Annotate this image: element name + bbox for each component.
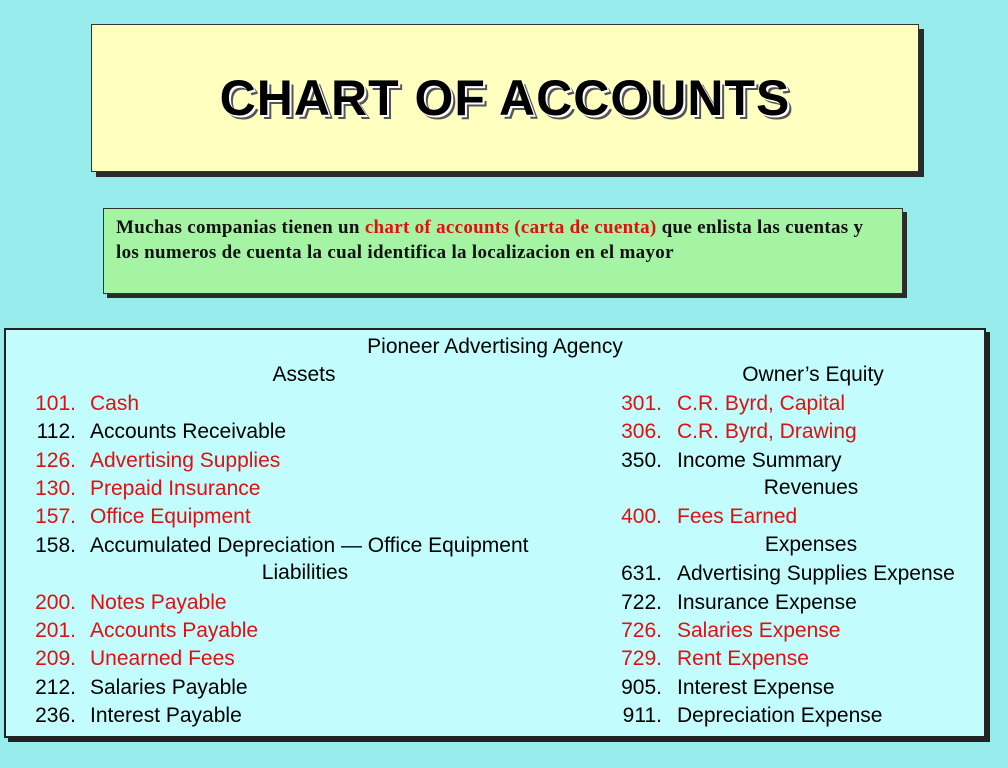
page-title: CHART OF ACCOUNTS xyxy=(219,70,791,126)
liabilities-heading: Liabilities xyxy=(261,561,349,584)
account-row xyxy=(6,702,982,730)
owners-equity-heading: Owner’s Equity xyxy=(742,363,884,386)
account-row xyxy=(6,447,982,475)
account-name: Advertising Supplies xyxy=(90,448,281,472)
account-number: 911. xyxy=(622,704,662,728)
expenses-heading: Expenses xyxy=(764,533,858,556)
account-number: 350. xyxy=(621,448,662,472)
account-number: 236. xyxy=(35,704,76,728)
revenues-heading: Revenues xyxy=(763,476,859,499)
account-name: Depreciation Expense xyxy=(677,704,883,728)
account-name: Salaries Expense xyxy=(677,619,841,642)
account-number: 722. xyxy=(621,590,662,614)
account-name: C.R. Byrd, Drawing xyxy=(677,420,857,444)
account-number: 729. xyxy=(621,647,662,671)
account-number: 726. xyxy=(621,619,662,642)
account-name: Income Summary xyxy=(677,448,842,472)
note-highlight: chart of accounts (carta de cuenta) xyxy=(364,217,657,238)
account-number: 631. xyxy=(621,562,662,586)
account-row xyxy=(6,589,982,617)
account-name: Accumulated Depreciation — Office Equipment xyxy=(90,533,529,557)
account-name: C.R. Byrd, Capital xyxy=(677,391,846,415)
account-number: 200. xyxy=(35,590,76,614)
account-name: Unearned Fees xyxy=(90,647,235,671)
account-number: 157. xyxy=(35,505,76,529)
account-name: Rent Expense xyxy=(677,647,809,671)
account-row xyxy=(6,503,982,531)
account-row xyxy=(6,645,982,673)
account-number: 201. xyxy=(35,619,76,642)
note-text-end: que enlista las cuentas y los numeros de cuenta la cual identifica la localizacion en el mayor xyxy=(116,217,864,263)
account-number: 101. xyxy=(35,391,76,415)
account-name: Notes Payable xyxy=(90,590,227,614)
account-number: 112. xyxy=(36,420,76,444)
account-row xyxy=(6,418,982,446)
account-name: Cash xyxy=(90,391,140,415)
account-row xyxy=(6,390,982,418)
company-name: Pioneer Advertising Agency xyxy=(367,335,623,358)
account-name: Interest Expense xyxy=(677,675,835,699)
account-row xyxy=(6,532,982,560)
account-number: 209. xyxy=(35,647,76,671)
account-name: Salaries Payable xyxy=(90,675,248,699)
account-name: Advertising Supplies Expense xyxy=(677,562,955,586)
account-name: Accounts Payable xyxy=(90,619,259,642)
account-number: 126. xyxy=(35,448,76,472)
title-banner xyxy=(91,24,919,172)
account-number: 301. xyxy=(621,391,662,415)
account-name: Interest Payable xyxy=(90,704,242,728)
assets-heading: Assets xyxy=(272,363,336,386)
account-row xyxy=(6,617,982,645)
chart-of-accounts-panel xyxy=(4,328,986,738)
account-number: 130. xyxy=(35,477,76,500)
account-number: 400. xyxy=(621,505,662,529)
account-name: Fees Earned xyxy=(677,505,798,529)
note-text-start: Muchas companias tienen un xyxy=(116,217,365,238)
account-name: Accounts Receivable xyxy=(90,420,287,444)
account-number: 306. xyxy=(621,420,662,444)
account-name: Prepaid Insurance xyxy=(90,477,261,500)
note-box xyxy=(103,208,903,294)
account-number: 212. xyxy=(35,675,76,699)
account-number: 905. xyxy=(621,675,662,699)
account-number: 158. xyxy=(35,533,76,557)
account-name: Insurance Expense xyxy=(677,590,857,614)
account-row xyxy=(6,475,982,503)
account-name: Office Equipment xyxy=(90,505,251,529)
account-row xyxy=(6,560,982,588)
account-row xyxy=(6,674,982,702)
